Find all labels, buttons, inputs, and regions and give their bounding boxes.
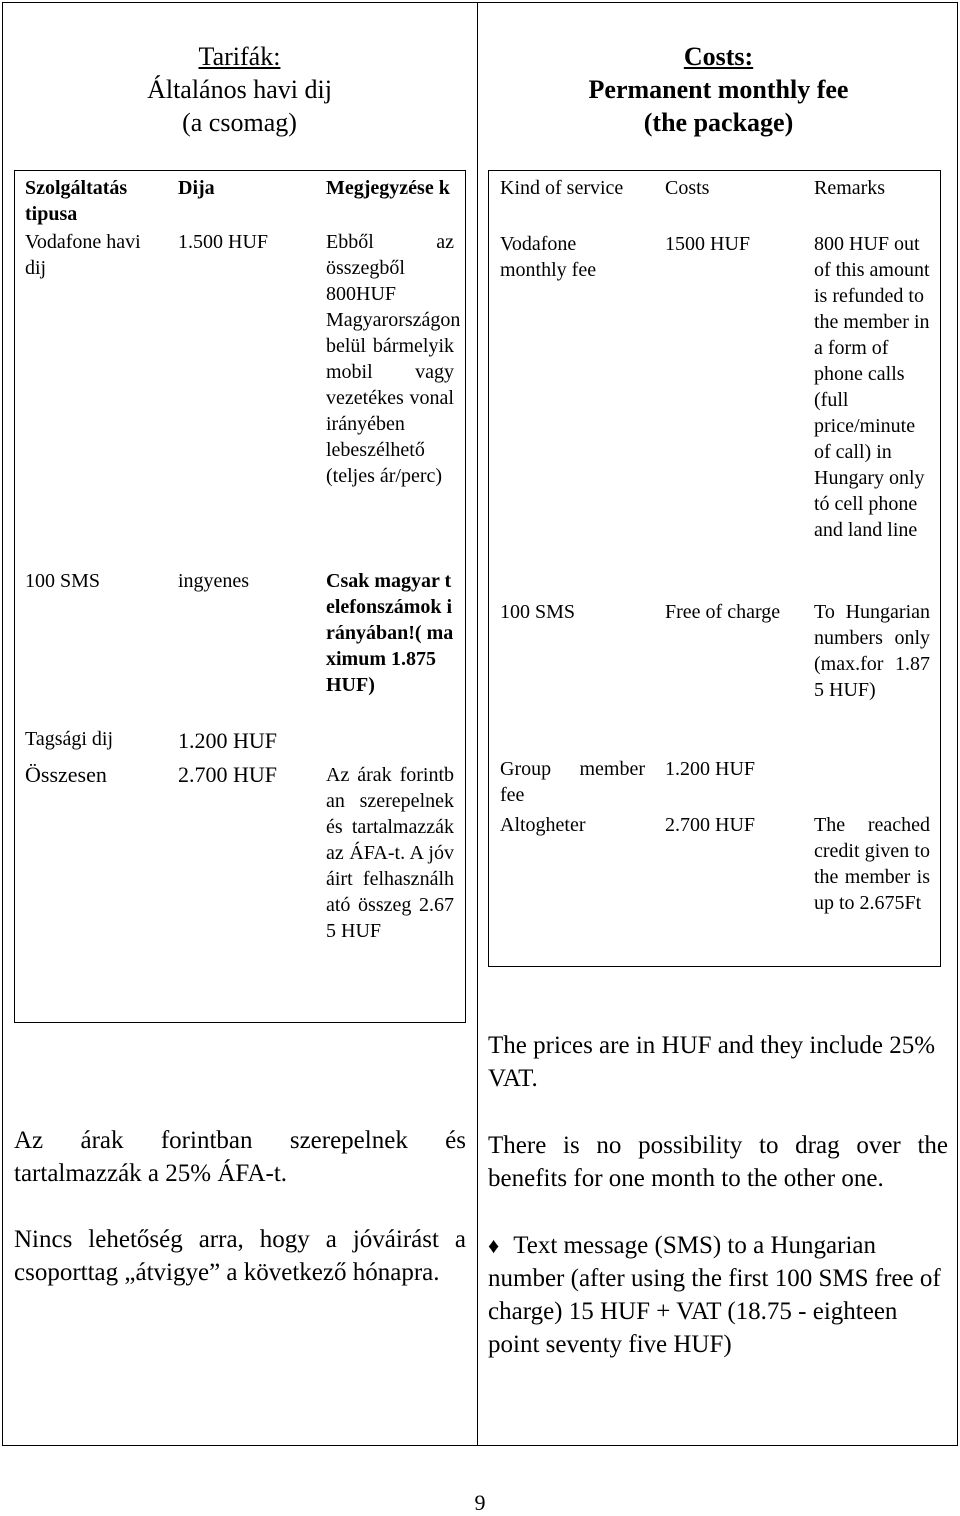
right-vat-note: The prices are in HUF and they include 25% VAT. bbox=[488, 1032, 936, 1092]
left-title-line-2: Általános havi dij bbox=[147, 75, 332, 104]
right-title-line-2: Permanent monthly fee bbox=[588, 75, 849, 104]
left-tariff-table bbox=[14, 170, 466, 1023]
right-title-line-1: Costs: bbox=[683, 42, 754, 71]
header-remarks: Remarks bbox=[814, 177, 886, 199]
left-transfer-note: Nincs lehetőség arra, hogy a jóváirást a csoporttag „átvigye” a következő hónapra. bbox=[14, 1226, 466, 1286]
right-sms-note bbox=[488, 1229, 950, 1361]
left-vat-note: Az árak forintban szerepelnek és tartalmazzák a 25% ÁFA-t. bbox=[14, 1127, 466, 1187]
r-row4-remarks: The reached credit given to the member is up to 2.675Ft bbox=[814, 814, 930, 914]
r-row2-service: 100 SMS bbox=[500, 601, 576, 623]
header-fee: Dija bbox=[178, 177, 215, 199]
header-remark: Megjegyzése k bbox=[326, 177, 450, 199]
row1-fee: 1.500 HUF bbox=[178, 231, 269, 253]
right-costs-table bbox=[488, 170, 941, 967]
row3-fee: 1.200 HUF bbox=[178, 728, 278, 753]
r-row3-costs: 1.200 HUF bbox=[665, 758, 756, 780]
row3-service: Tagsági dij bbox=[25, 728, 114, 750]
row2-service: 100 SMS bbox=[25, 570, 101, 592]
r-row1-costs: 1500 HUF bbox=[665, 233, 751, 255]
page-number: 9 bbox=[474, 1490, 486, 1515]
r-row3-service: Group member fee bbox=[500, 758, 645, 806]
right-sms-note-text: Text message (SMS) to a Hungarian number (after using the first 100 SMS free of charge) 15 HUF + VAT (18.75 - eighteen point seventy five HUF) bbox=[488, 1232, 941, 1358]
row1-service: Vodafone havi dij bbox=[25, 231, 141, 279]
header-kind-of-service: Kind of service bbox=[500, 177, 624, 199]
diamond-bullet-icon: ♦ bbox=[488, 1233, 500, 1258]
left-title-line-3: (a csomag) bbox=[182, 108, 297, 137]
row4-remark: Az árak forintban szerepelnek és tartalmazzák az ÁFA-t. A jóváirt felhasználható összeg 2.675 HUF bbox=[326, 764, 454, 942]
header-costs: Costs bbox=[665, 177, 710, 199]
row2-fee: ingyenes bbox=[178, 570, 250, 592]
row4-fee: 2.700 HUF bbox=[178, 762, 278, 787]
left-title-line-1: Tarifák: bbox=[198, 42, 281, 71]
r-row1-service: Vodafone monthly fee bbox=[500, 233, 597, 281]
r-row1-remarks: 800 HUF out of this amount is refunded to the member in a form of phone calls (full price/minute of call) in Hungary only tó cell phone and land line bbox=[814, 233, 930, 541]
r-row4-costs: 2.700 HUF bbox=[665, 814, 756, 836]
row1-remark: Ebből az összegből 800HUF Magyarországon belül bármelyik mobil vagy vezetékes vonal irányében lebeszélhető (teljes ár/perc) bbox=[326, 231, 461, 487]
right-title bbox=[479, 40, 958, 139]
left-title bbox=[2, 40, 477, 139]
r-row4-service: Altogheter bbox=[500, 814, 586, 836]
header-service: Szolgáltatás tipusa bbox=[25, 177, 128, 225]
right-transfer-note: There is no possibility to drag over the benefits for one month to the other one. bbox=[488, 1132, 948, 1192]
column-divider bbox=[477, 2, 478, 1446]
row4-service: Összesen bbox=[25, 762, 107, 787]
r-row2-costs: Free of charge bbox=[665, 601, 781, 623]
r-row2-remarks: To Hungarian numbers only(max.for 1.875 HUF) bbox=[814, 601, 930, 701]
row2-remark: Csak magyar telefonszámok irányában!( maximum 1.875 HUF) bbox=[326, 570, 454, 696]
right-title-line-3: (the package) bbox=[643, 108, 794, 137]
